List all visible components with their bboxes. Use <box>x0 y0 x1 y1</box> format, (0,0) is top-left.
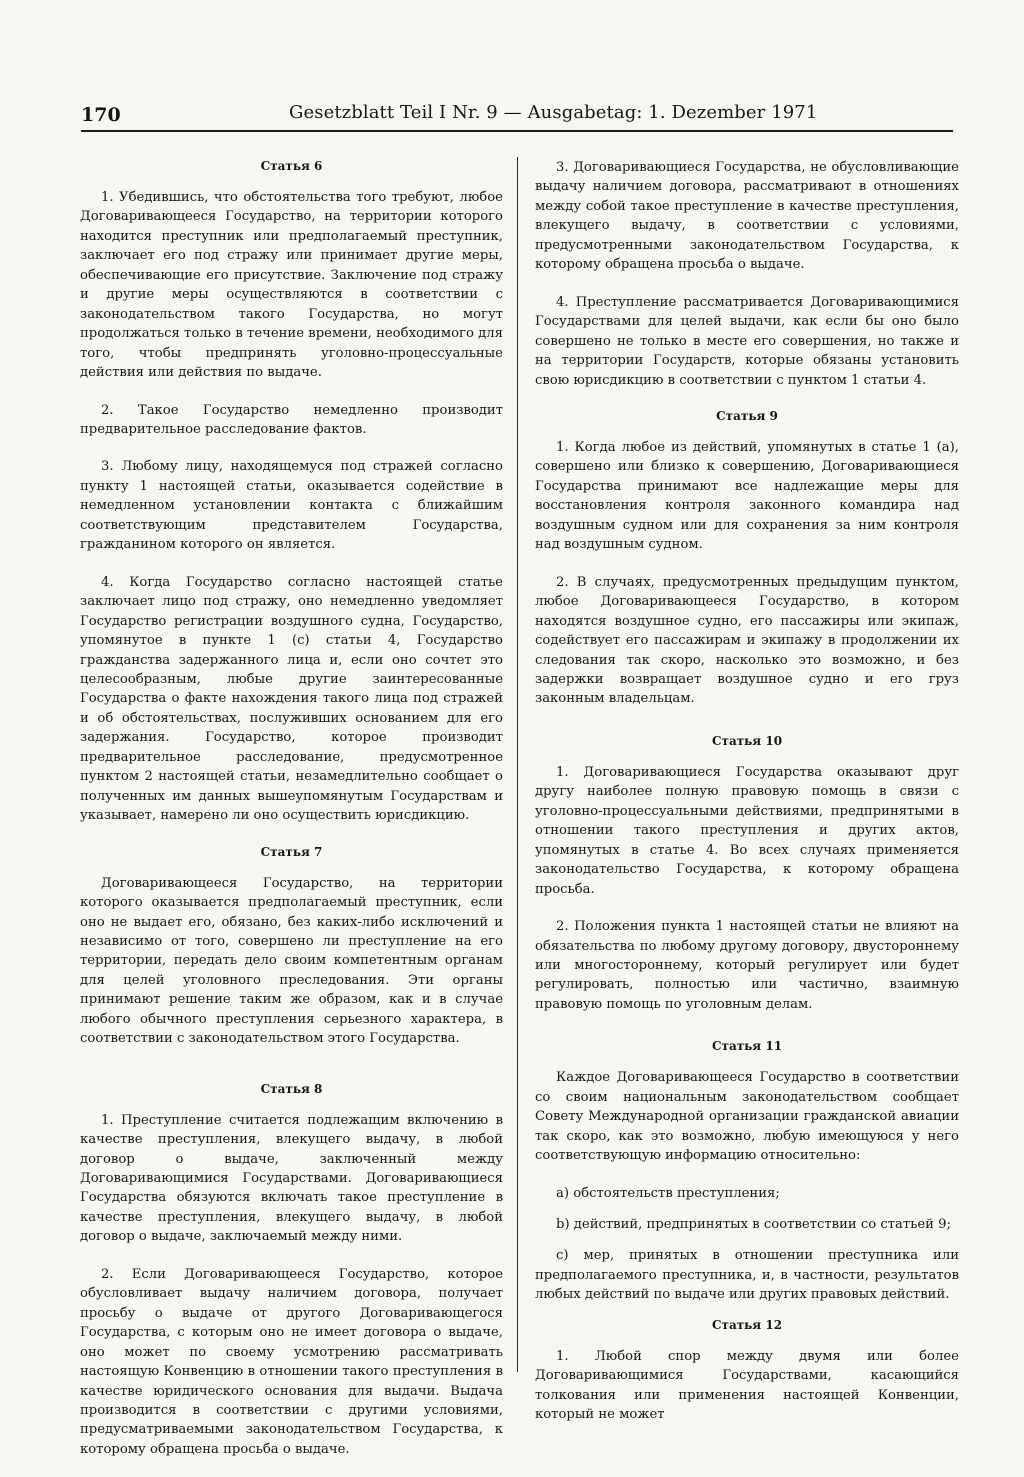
running-title: Gesetzblatt Teil I Nr. 9 — Ausgabetag: 1. Dezember 1971 <box>289 102 818 123</box>
article-7-heading: Статья 7 <box>260 844 323 859</box>
right-column <box>535 158 959 1443</box>
article-6-paragraph-3: 3. Любому лицу, находящемуся под стражей согласно пункту 1 настоящей статьи, оказывается содействие в немедленном установлении контакта с ближайшим соответствующим представителем Государства, гражданином которого он является. <box>80 459 503 553</box>
article-9-paragraph-1: 1. Когда любое из действий, упомянутых в статье 1 (а), совершено или близко к совершению, Договаривающиеся Государства принимают все надлежащие меры для восстановления контроля законного командира над воздушным судном или для сохранения за ним контроля над воздушным судном. <box>535 439 959 553</box>
article-8-paragraph-3: 3. Договаривающиеся Государства, не обусловливающие выдачу наличием договора, рассматривают в отношениях между собой такое преступление в качестве преступления, влекущего выдачу, в соответствии с условиями, предусмотренными законодательством Государства, к которому обращена просьба о выдаче. <box>535 160 959 273</box>
article-9-paragraph-2: 2. В случаях, предусмотренных предыдущим пунктом, любое Договаривающееся Государство, в котором находятся воздушное судно, его пассажиры или экипаж, содействует его пассажирам и экипажу в продолжении их следования так скоро, насколько это возможно, и без задержки возвращает воздушное судно и его груз законным владельцам. <box>535 574 959 707</box>
article-10-paragraph-2: 2. Положения пункта 1 настоящей статьи не влияют на обязательства по любому другому договору, двустороннему или многостороннему, который регулирует или будет регулировать, полностью или частично, взаимную правовую помощь по уголовным делам. <box>535 919 959 1012</box>
article-6-paragraph-2: 2. Такое Государство немедленно производит предварительное расследование фактов. <box>80 402 503 437</box>
article-8-heading: Статья 8 <box>260 1081 323 1096</box>
article-11-heading: Статья 11 <box>711 1039 783 1054</box>
page-header <box>81 100 953 130</box>
article-11-item-b: b) действий, предпринятых в соответствии со статьей 9; <box>556 1217 952 1233</box>
article-11-item-a: а) обстоятельств преступления; <box>556 1185 780 1201</box>
left-column <box>80 158 503 1477</box>
article-6-paragraph-1: 1. Убедившись, что обстоятельства того требуют, любое Договаривающееся Государство, на территории которого находится преступник или предполагаемый преступник, заключает его под стражу или принимает другие меры, обеспечивающие его присутствие. Заключение под стражу и другие меры осуществляются в соответствии с законодательством такого Государства, но могут продолжаться только в течение времени, необходимого для того, чтобы предпринять уголовно-процессуальные действия или действия по выдаче. <box>80 190 503 381</box>
article-8-paragraph-2: 2. Если Договаривающееся Государство, которое обусловливает выдачу наличием договора, получает просьбу о выдаче от другого Договаривающегося Государства, с которым оно не имеет договора о выдаче, оно может по своему усмотрению рассматривать настоящую Конвенцию в отношении такого преступления в качестве юридического основания для выдачи. Выдача производится в соответствии с другими условиями, предусматриваемыми законодательством Государства, к которому обращена просьба о выдаче. <box>80 1266 503 1457</box>
article-8-paragraph-4: 4. Преступление рассматривается Договаривающимися Государствами для целей выдачи, как если бы оно было совершено не только в месте его совершения, но также и на территории Государств, которые обязаны установить свою юрисдикцию в соответствии с пунктом 1 статьи 4. <box>535 294 959 388</box>
article-10-heading: Статья 10 <box>711 733 783 748</box>
article-11-paragraph-1: Каждое Договаривающееся Государство в соответствии со своим национальным законодательством сообщает Совету Международной организации гражданской авиации так скоро, как это возможно, любую имеющуюся у него соответствующую информацию относительно: <box>535 1070 959 1164</box>
article-7-paragraph-1: Договаривающееся Государство, на территории которого оказывается предполагаемый преступник, если оно не выдает его, обязано, без каких-либо исключений и независимо от того, совершено ли преступление на его территории, передать дело своим компетентным органам для целей уголовного преследования. Эти органы принимают решение таким же образом, как и в случае любого обычного преступления серьезного характера, в соответствии с законодательством этого Государства. <box>80 875 503 1047</box>
article-12-heading: Статья 12 <box>711 1317 783 1332</box>
article-8-paragraph-1: 1. Преступление считается подлежащим включению в качестве преступления, влекущего выдачу, в любой договор о выдаче, заключенный между Договаривающимися Государствами. Договаривающиеся Государства обязуются включать такое преступление в качестве преступления, влекущего выдачу, в любой договор о выдаче, заключаемый между ними. <box>80 1112 503 1245</box>
article-6-heading: Статья 6 <box>260 159 323 173</box>
page-number: 170 <box>81 104 121 126</box>
article-9-heading: Статья 9 <box>716 408 778 423</box>
article-12-paragraph-1: 1. Любой спор между двумя или более Договаривающимися Государствами, касающийся толкования или применения настоящей Конвенции, который не может <box>535 1348 959 1423</box>
article-6-paragraph-4: 4. Когда Государство согласно настоящей статье заключает лицо под стражу, оно немедленно уведомляет Государство регистрации воздушного судна, Государство, упомянутое в пункте 1 (с) статьи 4, Государство гражданства задержанного лица и, если оно сочтет это целесообразным, любые другие заинтересованные Государства о факте нахождения такого лица под стражей и об обстоятельствах, послуживших основанием для его задержания. Государство, которое производит предварительное расследование, предусмотренное пунктом 2 настоящей статьи, незамедлительно сообщает о полученных им данных вышеупомянутым Государствам и указывает, намерено ли оно осуществить юрисдикцию. <box>80 574 503 824</box>
article-10-paragraph-1: 1. Договаривающиеся Государства оказывают друг другу наиболее полную правовую помощь в связи с уголовно-процессуальными действиями, предпринятыми в отношении такого преступления и других актов, упомянутых в статье 4. Во всех случаях применяется законодательство Государства, к которому обращена просьба. <box>535 764 959 897</box>
column-divider <box>517 157 518 1372</box>
header-rule <box>81 130 953 132</box>
article-11-item-c: с) мер, принятых в отношении преступника или предполагаемого преступника, и, в частности, результатов любых действий по выдаче или других правовых действий. <box>535 1248 959 1303</box>
